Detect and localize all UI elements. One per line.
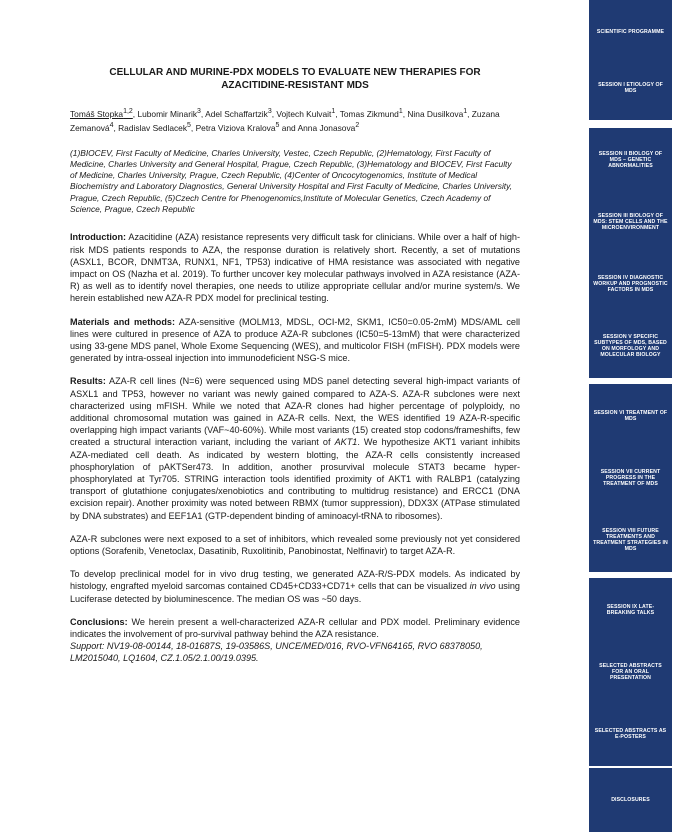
in-vivo-italic: in vivo — [469, 581, 496, 592]
introduction-text: Azacitidine (AZA) resistance represents very difficult task for clinicians. While over a half of high-risk MDS patients responds to AZA, the response duration is relatively short. Recently, a set of mutations (ASXL1, BCOR, DNMT3A, RUNX1, NF1, TP53) indicative of HMA resistance was associated with negative impact on OS (Nazha et al. 2019). To further uncover key molecular pathways involved in AZA resistance (AZA-R) as well as to identify novel therapies, one needs to utilize appropriate cellular and/or murine system/s. We herein established new AZA-R PDX model for preclinical testing. — [70, 232, 520, 304]
gene-akt1: AKT1 — [334, 437, 358, 448]
nav-e-poster-abstracts[interactable]: SELECTED ABSTRACTS AS E-POSTERS — [589, 702, 672, 766]
support-line: Support: NV19-08-00144, 18-01687S, 19-03586S, UNCE/MED/016, RVO-VFN64165, RVO 68378050, LM2015040, LQ1604, CZ.1.05/2.1.00/19.0395. — [70, 641, 483, 664]
conclusions-heading: Conclusions: — [70, 616, 128, 627]
coauthor-name: Radislav Sedlacek$^5$ — [118, 122, 191, 134]
nav-session-6[interactable]: SESSION VI TREATMENT OF MDS — [589, 384, 672, 448]
methods-heading: Materials and methods: — [70, 316, 175, 327]
coauthor-affiliation-number: 5 — [275, 122, 280, 130]
inhibitors-paragraph: AZA-R subclones were next exposed to a set of inhibitors, which revealed some previously not yet considered options (Sorafenib, Venetoclax, Dasatinib, Ruxolitinib, Panobinostat, Nelfinavir) to target AZA-R. — [70, 533, 520, 557]
coauthor-name: Vojtech Kulvait$^1$ — [276, 108, 336, 119]
nav-scientific-programme[interactable]: SCIENTIFIC PROGRAMME — [589, 0, 672, 64]
conclusions-text: We herein present a well-characterized AZA-R cellular and PDX model. Preliminary evidence indicates the involvement of pro-survival pathway behind the AZA resistance. — [70, 616, 520, 640]
introduction-section — [70, 231, 520, 304]
last-author: Anna Jonasova$^2$ — [297, 122, 360, 134]
coauthor-name: Zuzana Zemanová$^4$ — [70, 108, 500, 134]
first-author: Tomáš Stopka$^{1,2}$ — [70, 108, 133, 119]
conclusions-section — [70, 616, 520, 640]
coauthor-affiliation-number: 5 — [187, 122, 191, 130]
nav-session-5[interactable]: SESSION V SPECIFIC SUBTYPES OF MDS, BASED ON MORFOLOGY AND MOLECULAR BIOLOGY — [589, 314, 672, 378]
nav-session-2[interactable]: SESSION II BIOLOGY OF MDS – GENETIC ABNORMALITIES — [589, 128, 672, 192]
nav-session-8[interactable]: SESSION VIII FUTURE TREATMENTS AND TREATMENT STRATEGIES IN MDS — [589, 508, 672, 572]
session-sidebar — [589, 0, 672, 832]
abstract-document — [70, 66, 520, 665]
author-list — [70, 106, 520, 135]
results-section — [70, 375, 520, 521]
nav-session-7[interactable]: SESSION VII CURRENT PROGRESS IN THE TREATMENT OF MDS — [589, 446, 672, 510]
coauthor-affiliation-number: 1 — [398, 108, 403, 115]
coauthor-name: Tomas Zikmund$^1$ — [339, 108, 403, 119]
nav-oral-abstracts[interactable]: SELECTED ABSTRACTS FOR AN ORAL PRESENTATION — [589, 640, 672, 704]
methods-text: AZA-sensitive (MOLM13, MDSL, OCI-M2, SKM1, IC50=0.05-2mM) MDS/AML cell lines were cultured in presence of AZA to produce AZA-R subclones (IC50=5-13mM) that were characterized using 33-gene MDS panel, Whole Exome Sequencing (WES), and multicolor FISH (mFISH). PDX models were generated by intra-osseal injection into immunodeficient NSG-S mice. — [70, 316, 520, 364]
coauthor-affiliation-number: 4 — [109, 122, 114, 130]
nav-session-4[interactable]: SESSION IV DIAGNOSTIC WORKUP AND PROGNOSTIC FACTORS IN MDS — [589, 252, 672, 316]
coauthor-name: Nina Dusilkova$^1$ — [407, 108, 468, 119]
results-heading: Results: — [70, 376, 106, 387]
results-text-part2: . We hypothesize AKT1 variant inhibits AZA-mediated cell death. As indicated by western blotting, the AZA-R cells consistently increased phosphorylation of pAKTSer473. In addition, another prosurvival molecule STAT3 became hyper-phosphorylated at Tyr705. STRING interaction tools identified proximity of AKT1 with RALBP1 (catalyzing transport of glutathione conjugates/xenobiotics and contributing to multidrug resistance) and ERCC1 (DNA excision repair). Another proximity was noted between RBMX (tumor suppression), DDX3X (ATPase stimulated by DNA substrates) and EEF1A1 (GTP-dependent binding of aminoacyl-tRNA to ribosomes). — [70, 437, 521, 521]
abstract-title: CELLULAR AND MURINE-PDX MODELS TO EVALUATE NEW THERAPIES FOR AZACITIDINE-RESISTANT MDS — [109, 67, 481, 91]
in-vivo-paragraph: To develop preclinical model for in vivo drug testing, we generated AZA-R/S-PDX models. As indicated by histology, engrafted myeloid sarcomas contained CD45+CD33+CD71+ cells that can be visualized in vivo using Luciferase detected by bioluminescence. The median OS was ~50 days. — [70, 569, 520, 604]
introduction-heading: Introduction: — [70, 232, 127, 243]
affiliations: (1)BIOCEV, First Faculty of Medicine, Charles University, Vestec, Czech Republic, (2)Hematology, First Faculty of Medicine, Charles University and General Hospital, Prague, Czech Republic, (3)Hematology and BIOCEV, First Faculty of Medicine, Charles University, Prague, Czech Republic, (4)Center of Oncocytogenomics, Institute of Medical Biochemistry and Laboratory Diagnostics, General University Hospital and First Faculty of Medicine, Charles University, Prague, Czech Republic, (5)Czech Centre for Phenogenomics,Institute of Molecular Genetics, Czech Academy of Science, Prague, Czech Republic — [70, 147, 513, 215]
methods-section — [70, 316, 520, 365]
nav-session-3[interactable]: SESSION III BIOLOGY OF MDS: STEM CELLS AND THE MICROENVIRONMENT — [589, 190, 672, 254]
coauthor-affiliation-number: 3 — [197, 108, 201, 115]
coauthor-affiliation-number: 3 — [267, 108, 272, 115]
nav-session-1[interactable]: SESSION I ETIOLOGY OF MDS — [589, 56, 672, 120]
coauthors: , Lubomir Minarik$^3$, Adel Schaffartzik$^3$, Vojtech Kulvait$^1$, Tomas Zikmund$^1$, Nina Dusilkova$^1$, Zuzana Zemanová$^4$, Radislav Sedlacek$^5$, Petra Viziova Kralova$^5$ and — [70, 108, 500, 134]
coauthor-name: Lubomir Minarik$^3$ — [137, 108, 201, 119]
coauthor-name: Petra Viziova Kralova$^5$ — [195, 122, 280, 134]
coauthor-name: Adel Schaffartzik$^3$ — [205, 108, 272, 119]
nav-disclosures[interactable]: DISCLOSURES — [589, 768, 672, 832]
coauthor-affiliation-number: 1 — [331, 108, 336, 115]
nav-session-9[interactable]: SESSION IX LATE-BREAKING TALKS — [589, 578, 672, 642]
coauthor-affiliation-number: 1 — [463, 108, 468, 115]
results-text-part1: AZA-R cell lines (N=6) were sequenced using MDS panel detecting several high-impact variants of ASXL1 and TP53, however no variant was newly gained compared to AZA-S. AZA-R subclones were next characterized using mFISH. While we noted that AZA-R clones had higher percentage of polyploidy, no additional chromosomal mutation was gained in AZA-R cells. Next, the WES identified 19 AZA-R-specific overlapping high impact variants (VAF~40-60%). While most variants (15) created stop codons/frameshifts, few created a structural interaction variant, including the variant of — [70, 376, 520, 448]
